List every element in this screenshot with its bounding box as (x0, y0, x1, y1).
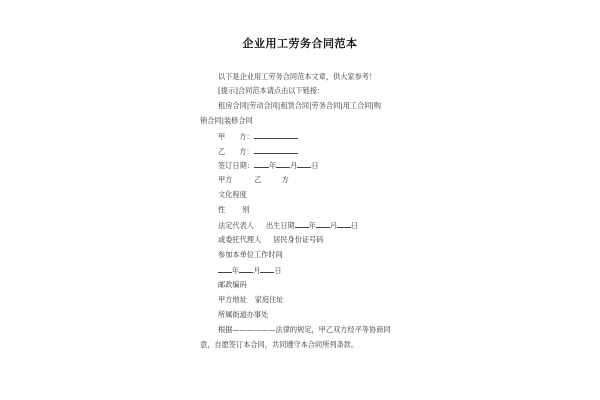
birth-day-label: 日 (351, 221, 359, 230)
home-address-label: 家庭住址 (254, 295, 284, 304)
clause-line-1: 根据——————法律的规定，甲乙双方经平等协商同 (218, 325, 391, 334)
gender-label-a: 性 (218, 205, 226, 214)
contract-links-line-1[interactable]: 租房合同|劳动合同|租赁合同|劳务合同|用工合同|购 (218, 101, 382, 110)
hint-text: [提示]合同范本请点击以下链接： (218, 86, 325, 95)
sign-year-label: 年 (268, 161, 277, 170)
join-day-label: 日 (274, 266, 282, 275)
join-date-row (218, 265, 282, 276)
document-title: 企业用工劳务合同范本 (242, 37, 358, 50)
join-year-blank[interactable] (218, 265, 232, 273)
header-party-b: 乙 (254, 175, 262, 184)
birth-year-label: 年 (308, 221, 316, 230)
agent-row (218, 235, 323, 245)
agent-label: 或委托代理人 (218, 235, 262, 244)
id-number-label: 居民身份证号码 (273, 235, 324, 244)
sign-month-label: 月 (290, 161, 298, 170)
contract-links-line-2[interactable]: 销合同|装修合同 (200, 116, 253, 125)
education-label: 文化程度 (218, 190, 247, 199)
join-day-blank[interactable] (260, 265, 274, 273)
address-row (218, 295, 284, 305)
party-header-row (218, 175, 289, 185)
street-office-label: 所属街道办事处 (218, 310, 269, 319)
postcode-label: 邮政编码 (218, 280, 247, 289)
legal-rep-label: 法定代表人 (218, 221, 254, 230)
party-a-label: 甲 (218, 132, 226, 141)
birth-month-label: 月 (329, 221, 338, 230)
header-party-a: 甲方 (218, 175, 233, 184)
join-year-label: 年 (232, 266, 240, 275)
party-a-address-label: 甲方地址 (218, 295, 247, 304)
party-a-row (218, 131, 298, 142)
birth-year-blank[interactable] (295, 220, 309, 228)
party-b-label: 乙 (218, 147, 226, 156)
gender-label-b: 别 (242, 205, 250, 214)
gender-row (218, 205, 249, 215)
legal-rep-row (218, 220, 358, 231)
party-b-colon: 方： (239, 147, 254, 156)
birth-day-blank[interactable] (337, 220, 351, 228)
sign-year-blank[interactable] (254, 160, 269, 168)
clause-line-2: 意，自愿签订本合同，共同遵守本合同所列条款。 (200, 340, 359, 349)
party-a-blank[interactable] (254, 131, 298, 139)
intro-text: 以下是企业用工劳务合同范本文章，供大家参考！ (218, 72, 377, 81)
sign-month-blank[interactable] (276, 160, 290, 168)
join-date-label: 参加本单位工作时间 (218, 250, 283, 259)
party-b-blank[interactable] (254, 146, 298, 154)
join-month-blank[interactable] (239, 265, 253, 273)
birth-month-blank[interactable] (316, 220, 330, 228)
birth-date-label: 出生日期 (265, 221, 295, 230)
sign-date-row (218, 160, 319, 171)
join-month-label: 月 (253, 266, 261, 275)
party-b-row (218, 146, 298, 157)
sign-date-label: 签订日期： (218, 161, 254, 170)
sign-day-blank[interactable] (297, 160, 311, 168)
header-party-fang: 方 (281, 175, 289, 184)
sign-day-label: 日 (311, 161, 319, 170)
party-a-colon: 方： (239, 132, 254, 141)
